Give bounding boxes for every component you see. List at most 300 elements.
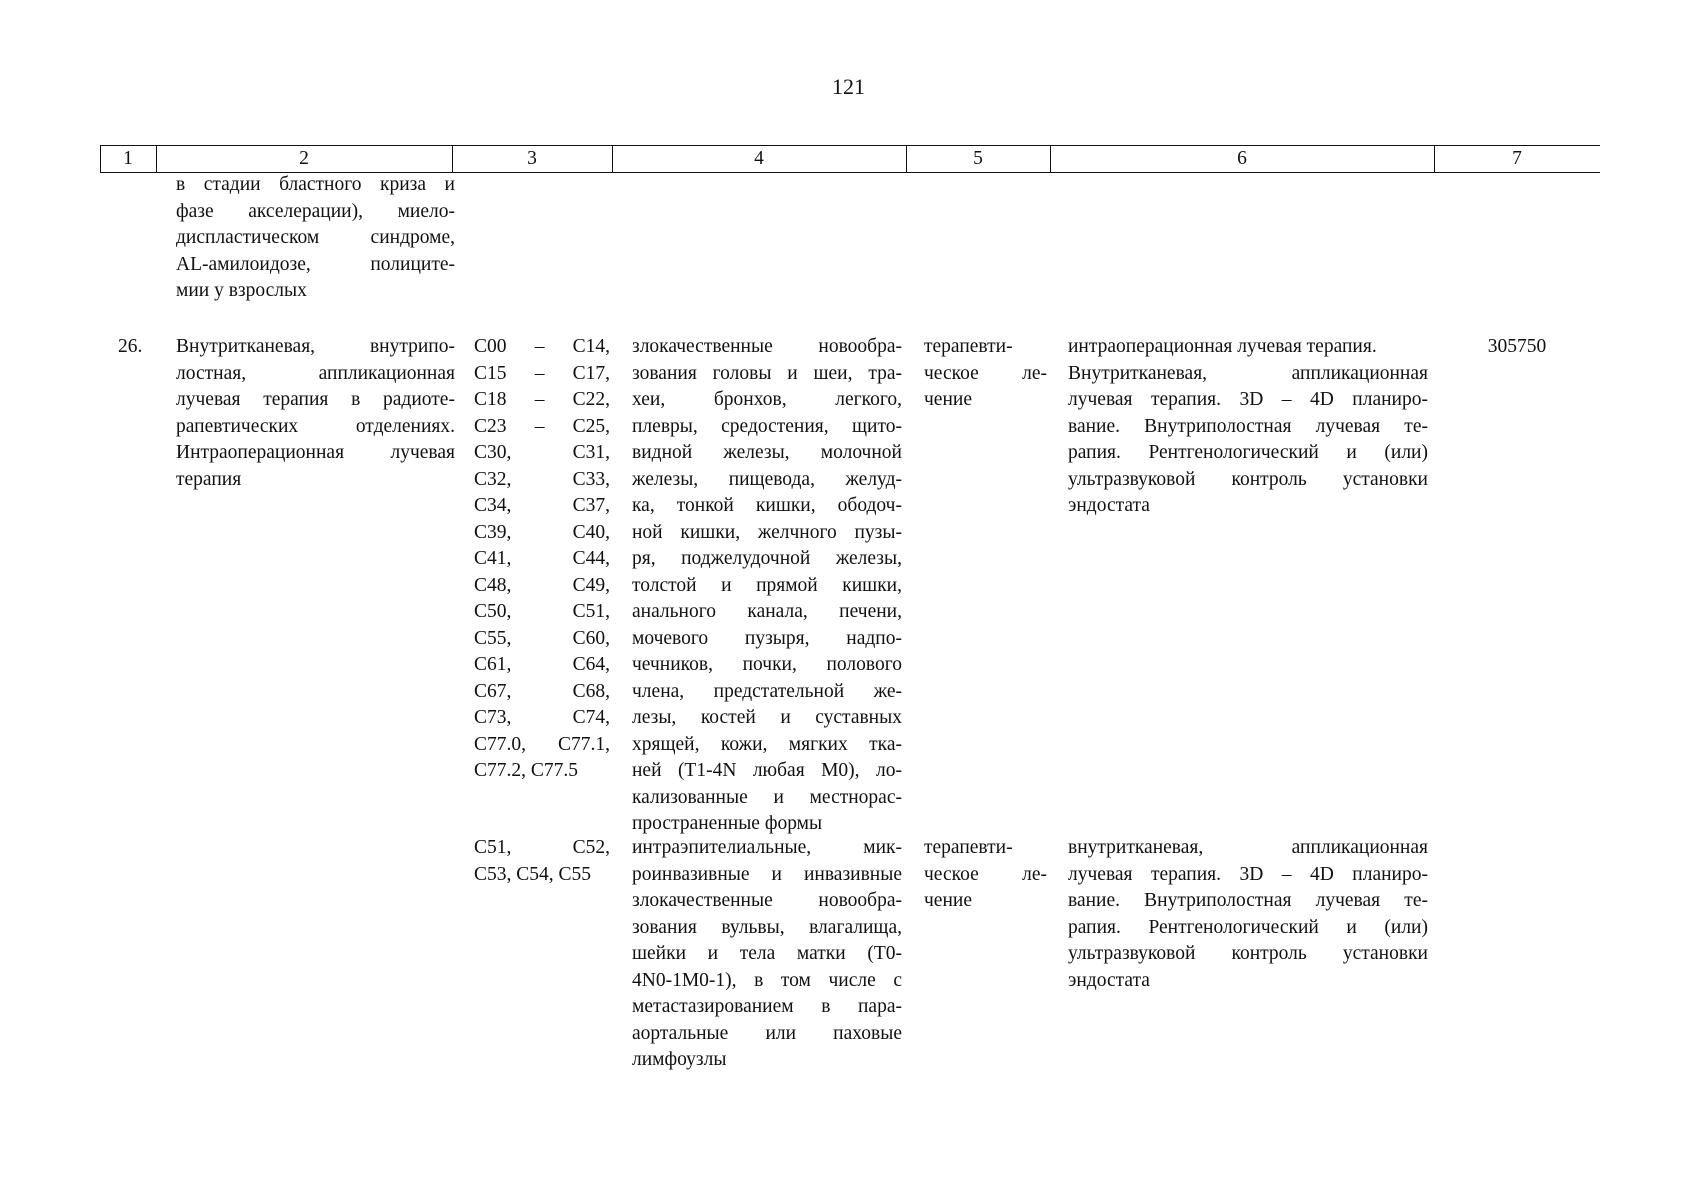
word: C49, [572, 574, 610, 596]
word: вание. [1068, 890, 1121, 911]
word: тра- [868, 362, 902, 384]
method-name-cell [176, 334, 455, 493]
word: железы, [632, 468, 699, 490]
word: Внутриполостная [1144, 890, 1292, 911]
word: лучевая [176, 389, 241, 410]
word: щито- [852, 415, 902, 437]
word: и [444, 174, 455, 195]
word: тела [739, 943, 776, 964]
text-line [1068, 888, 1428, 915]
word: ней [632, 760, 662, 781]
word: кишки, [842, 574, 902, 596]
word: C67, [474, 680, 512, 702]
word: кализованные [632, 786, 748, 808]
word: шеи, [813, 362, 853, 384]
word: C25, [572, 415, 610, 437]
word: кишки, [680, 521, 741, 543]
word: хеи, [632, 389, 666, 410]
word: C77.2, C77.5 [474, 760, 579, 781]
text-line [474, 440, 610, 467]
text-line [632, 626, 902, 653]
word: Рентгенологический [1148, 442, 1319, 463]
word: Внутритканевая, [176, 336, 316, 357]
word: легкого, [835, 389, 902, 410]
header-col-1: 1 [123, 148, 133, 169]
word: Интраоперационная [176, 442, 345, 463]
word: внутритканевая, [1068, 837, 1204, 858]
text-line [1068, 835, 1428, 862]
word: желчного [757, 521, 837, 543]
word: – [534, 362, 545, 384]
text-line [924, 888, 1047, 915]
word: инвазивные [803, 863, 902, 885]
word: толстой [632, 574, 697, 596]
word: и [773, 786, 784, 808]
word: лучевая [1068, 389, 1133, 410]
word: злокачественные [632, 890, 773, 911]
word: C17, [572, 362, 610, 384]
text-line [474, 493, 610, 520]
word: новообра- [818, 890, 902, 911]
word: C77.1, [557, 733, 610, 755]
word: C44, [572, 548, 610, 569]
word: в [351, 389, 361, 410]
word: пространенные формы [632, 813, 823, 834]
word: кишки, [755, 495, 816, 516]
word: внутрипо- [369, 336, 455, 357]
word: вание. [1068, 415, 1121, 437]
word: в [754, 969, 764, 991]
text-line [632, 1047, 902, 1074]
word: полицитe- [370, 253, 455, 275]
text-line [474, 599, 610, 626]
word: и [1346, 442, 1357, 463]
text-line [632, 862, 902, 889]
word: Внутритканевая, [1068, 362, 1208, 384]
text-line [474, 758, 610, 785]
word: чечников, [632, 654, 713, 675]
text-line [176, 467, 455, 494]
word: лучевая [1068, 863, 1133, 885]
word: любая [752, 760, 805, 781]
text-line [632, 440, 902, 467]
word: C23 [474, 415, 507, 437]
text-line [1068, 968, 1428, 995]
word: паховые [833, 1022, 902, 1044]
word: почки, [742, 654, 797, 675]
word: печени, [839, 601, 902, 622]
word: роинвазивные [632, 863, 750, 885]
word: ультразвуковой [1068, 468, 1196, 490]
text-line [924, 862, 1047, 889]
text-line [474, 652, 610, 679]
text-line [632, 968, 902, 995]
text-line [1068, 440, 1428, 467]
text-line [632, 414, 902, 441]
word: матки [796, 943, 846, 964]
text-line [924, 334, 1047, 361]
word: синдроме, [370, 227, 455, 248]
word: полового [826, 654, 902, 675]
word: ческое [924, 863, 979, 885]
row-number: 26. [118, 336, 143, 357]
word: ка, [632, 495, 655, 516]
word: и [721, 574, 732, 596]
text-line [632, 1021, 902, 1048]
table-header-row [100, 145, 1600, 173]
word: те- [1404, 890, 1428, 911]
word: лимфоузлы [632, 1049, 727, 1070]
word: контроль [1231, 943, 1307, 964]
word: бронхов, [713, 389, 787, 410]
word: же- [873, 680, 902, 702]
word: 3D [1239, 863, 1264, 885]
word: с [893, 969, 902, 991]
word: аппликационная [318, 362, 455, 384]
word: (T1-4N [677, 760, 737, 781]
word: стадии [203, 174, 261, 195]
word: 4N0-1M0-1), [632, 969, 737, 991]
word: ободоч- [837, 495, 902, 516]
word: C34, [474, 495, 512, 516]
text-line [474, 679, 610, 706]
word: железы, [835, 548, 902, 569]
word: прямой [756, 574, 818, 596]
text-line [632, 705, 902, 732]
word: в [176, 174, 186, 195]
word: те- [1404, 415, 1428, 437]
treatment-method-cell [1068, 334, 1428, 520]
text-line [1068, 915, 1428, 942]
word: надпо- [846, 627, 902, 649]
treatment-type-cell [924, 334, 1047, 414]
text-line [632, 915, 902, 942]
cost-value: 305750 [1487, 336, 1547, 357]
word: 3D [1239, 389, 1264, 410]
text-line [632, 811, 902, 838]
text-line [632, 835, 902, 862]
word: зования [632, 916, 697, 938]
word: в [821, 996, 831, 1017]
word: планиро- [1352, 863, 1428, 885]
word: пара- [858, 996, 902, 1017]
text-line [474, 520, 610, 547]
word: C15 [474, 362, 507, 384]
word: видной [632, 442, 693, 463]
word: планиро- [1352, 389, 1428, 410]
word: ря, [632, 548, 656, 569]
word: 4D [1309, 863, 1334, 885]
continuation-name-cell [176, 172, 455, 305]
word: C61, [474, 654, 512, 675]
word: контроль [1231, 468, 1307, 490]
text-line [176, 252, 455, 279]
word: чение [924, 389, 972, 410]
word: тка- [869, 733, 902, 755]
text-line [176, 440, 455, 467]
text-line [632, 387, 902, 414]
word: C41, [474, 548, 512, 569]
word: C50, [474, 601, 512, 622]
word: зования [632, 362, 697, 384]
word: установки [1342, 943, 1428, 964]
text-line [1068, 414, 1428, 441]
word: канала, [747, 601, 808, 622]
text-line [632, 493, 902, 520]
word: криза [380, 174, 427, 195]
word: и [707, 943, 719, 964]
word: C31, [572, 442, 610, 463]
header-col-4: 4 [754, 148, 764, 169]
word: C74, [572, 707, 610, 728]
text-line [474, 361, 610, 388]
word: C32, [474, 468, 512, 490]
word: отделениях. [355, 415, 455, 437]
word: – [1281, 389, 1292, 410]
text-line [176, 199, 455, 226]
text-line [632, 679, 902, 706]
word: ультразвуковой [1068, 943, 1196, 964]
word: – [534, 415, 545, 437]
word: C77.0, [474, 733, 527, 755]
text-line [474, 467, 610, 494]
word: C39, [474, 521, 512, 543]
word: терапевти- [924, 336, 1013, 357]
word: головы [712, 362, 772, 384]
word: и [780, 707, 791, 728]
text-line [632, 732, 902, 759]
word: C14, [572, 336, 610, 357]
word: C30, [474, 442, 512, 463]
text-line [474, 862, 610, 889]
word: ной [632, 521, 663, 543]
text-line [924, 361, 1047, 388]
word: ле- [1022, 863, 1047, 885]
word: лезы, [632, 707, 677, 728]
text-line [474, 705, 610, 732]
text-line [632, 941, 902, 968]
word: шейки [632, 943, 687, 964]
word: мик- [863, 837, 902, 858]
word: и [771, 863, 782, 885]
word: M0), [821, 760, 860, 781]
word: поджелудочной [681, 548, 811, 569]
word: C68, [572, 680, 610, 702]
word: C00 [474, 336, 507, 357]
word: рапия. [1068, 916, 1121, 938]
text-line [474, 626, 610, 653]
word: члена, [632, 680, 685, 702]
word: AL-амилоидозе, [176, 253, 311, 275]
word: терапия [176, 468, 242, 490]
word: C53, C54, C55 [474, 863, 592, 885]
text-line [474, 732, 610, 759]
text-line [632, 467, 902, 494]
word: чение [924, 890, 972, 911]
word: лучевая [1315, 415, 1381, 437]
word: влагалища, [809, 916, 902, 938]
word: лостная, [176, 362, 247, 384]
text-line [1068, 387, 1428, 414]
word: и [787, 362, 798, 384]
word: кожи, [720, 733, 768, 755]
word: ло- [875, 760, 902, 781]
text-line [474, 414, 610, 441]
text-line [632, 994, 902, 1021]
text-line [474, 387, 610, 414]
text-line [1068, 862, 1428, 889]
word: терапия [263, 389, 329, 410]
word: мии у взрослых [176, 280, 307, 301]
text-line [176, 172, 455, 199]
word: интраоперационная лучевая терапия. [1068, 336, 1377, 357]
word: рапия. [1068, 442, 1121, 463]
text-line [924, 387, 1047, 414]
treatment-type-cell [924, 835, 1047, 915]
word: числе [828, 969, 876, 991]
word: суставных [815, 707, 902, 728]
header-col-6: 6 [1237, 148, 1247, 169]
word: мягких [788, 733, 848, 755]
word: терапия. [1150, 389, 1222, 410]
text-line [176, 334, 455, 361]
header-col-5: 5 [973, 148, 983, 169]
word: бластного [279, 174, 362, 195]
word: мочевого [632, 627, 709, 649]
word: C51, [474, 837, 512, 858]
word: пузы- [854, 521, 902, 543]
word: (или) [1384, 442, 1428, 463]
word: вульвы, [721, 916, 785, 938]
word: C18 [474, 389, 507, 410]
word: и [1346, 916, 1357, 938]
word: ле- [1022, 362, 1047, 384]
word: пузыря, [744, 627, 810, 649]
text-line [1068, 467, 1428, 494]
word: аппликационная [1291, 837, 1428, 858]
page-number: 121 [832, 74, 865, 99]
word: C22, [572, 389, 610, 410]
word: C51, [572, 601, 610, 622]
word: C73, [474, 707, 512, 728]
word: C55, [474, 627, 512, 649]
word: Внутриполостная [1144, 415, 1292, 437]
text-line [176, 278, 455, 305]
word: C60, [572, 627, 610, 649]
word: местнорас- [809, 786, 902, 808]
text-line [632, 888, 902, 915]
text-line [924, 835, 1047, 862]
icd-codes-cell [474, 334, 610, 785]
word: желуд- [845, 468, 902, 490]
word: Рентгенологический [1148, 916, 1319, 938]
text-line [176, 414, 455, 441]
word: – [534, 336, 545, 357]
word: анального [632, 601, 716, 622]
text-line [176, 361, 455, 388]
word: новообра- [818, 336, 902, 357]
text-line [176, 387, 455, 414]
text-line [1068, 334, 1428, 361]
icd-codes-cell [474, 835, 610, 888]
word: миело- [397, 200, 455, 222]
text-line [474, 334, 610, 361]
word: C37, [572, 495, 610, 516]
word: терапевти- [924, 837, 1013, 858]
text-line [632, 652, 902, 679]
word: интраэпителиальные, [632, 837, 812, 858]
word: железы, [723, 442, 790, 463]
word: (или) [1384, 916, 1428, 938]
word: аортальные [632, 1022, 729, 1044]
text-line [632, 520, 902, 547]
text-line [1068, 941, 1428, 968]
word: C40, [572, 521, 610, 543]
word: предстательной [713, 680, 845, 702]
text-line [632, 599, 902, 626]
text-line [632, 361, 902, 388]
word: терапия. [1150, 863, 1222, 885]
diagnosis-cell [632, 835, 902, 1074]
word: радиоте- [383, 389, 455, 410]
word: тонкой [676, 495, 734, 516]
word: злокачественные [632, 336, 773, 357]
word: установки [1342, 468, 1428, 490]
word: рапевтических [176, 415, 299, 437]
treatment-method-cell [1068, 835, 1428, 994]
text-line [474, 573, 610, 600]
word: том [780, 969, 811, 991]
word: C48, [474, 574, 512, 596]
word: эндостата [1068, 969, 1150, 991]
text-line [1068, 361, 1428, 388]
text-line [632, 785, 902, 812]
header-col-2: 2 [299, 148, 309, 169]
word: фазе [176, 200, 214, 222]
word: C64, [572, 654, 610, 675]
word: пищевода, [728, 468, 815, 490]
word: – [534, 389, 545, 410]
word: C52, [572, 837, 610, 858]
word: костей [700, 707, 756, 728]
word: хрящей, [632, 733, 700, 755]
word: или [765, 1022, 797, 1044]
word: аппликационная [1291, 362, 1428, 384]
word: лучевая [1315, 890, 1381, 911]
word: C33, [572, 468, 610, 490]
diagnosis-cell [632, 334, 902, 838]
text-line [632, 758, 902, 785]
word: – [1281, 863, 1292, 885]
word: диспластическом [176, 227, 320, 248]
word: акселерации), [248, 200, 363, 222]
text-line [474, 546, 610, 573]
word: метастазированием [632, 996, 794, 1017]
word: ческое [924, 362, 979, 384]
word: плевры, [632, 415, 698, 437]
text-line [176, 225, 455, 252]
header-col-3: 3 [527, 148, 537, 169]
text-line [632, 573, 902, 600]
word: 4D [1309, 389, 1334, 410]
text-line [1068, 493, 1428, 520]
header-col-7: 7 [1512, 148, 1522, 169]
text-line [474, 835, 610, 862]
word: эндостата [1068, 495, 1150, 516]
text-line [632, 546, 902, 573]
word: средостения, [721, 415, 829, 437]
word: молочной [820, 442, 902, 463]
